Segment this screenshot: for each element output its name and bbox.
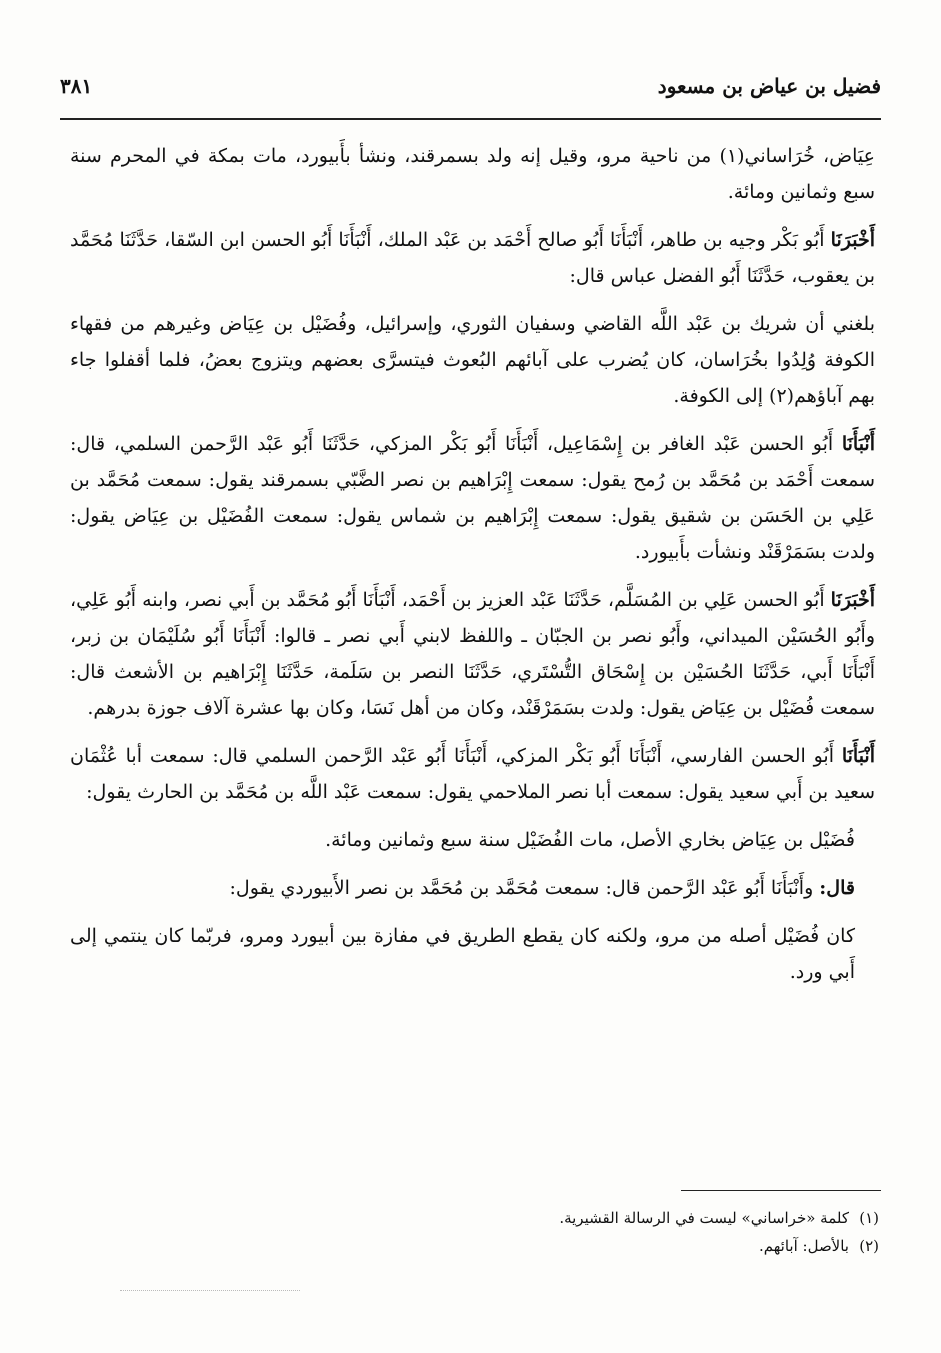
paragraph-text: بلغني أن شريك بن عَبْد اللَّه القاضي وسفيان الثوري، وإسرائيل، وفُضَيْل بن عِيَاض وغيرهم من فقهاء الكوفة وُلِدُوا بخُرَاسان، كان يُضرب على آبائهم البُعوث فيتسرَّى بعضهم ويتزوج بعضُ، فلما أقفلوا جاء بهم آباؤهم(٢) إلى الكوفة.	[70, 313, 875, 407]
footnote	[300, 1232, 879, 1260]
paragraph-text: أَبُو الحسن عَبْد الغافر بن إِسْمَاعِيل، أَنْبَأَنَا أَبُو بَكْر المزكي، حَدَّثَنَا أَبُو عَبْد الرَّحمن السلمي، قال: سمعت أَحْمَد بن مُحَمَّد بن رُمح يقول: سمعت إِبْرَاهيم بن نصر الضَّبّي بسمرقند يقول: سمعت مُحَمَّد بن عَلِي بن الحَسَن بن شقيق يقول: سمعت إِبْرَاهيم بن شماس يقول: سمعت الفُضَيْل بن عِيَاض يقول: ولدت بسَمَرْقَنْد ونشأت بأَبيورد.	[70, 433, 875, 563]
paragraph-lead: أَنْبَأَنَا	[841, 745, 875, 767]
paragraph-lead: أَخْبَرَنَا	[830, 589, 875, 611]
running-title: فضيل بن عياض بن مسعود	[657, 74, 881, 98]
scan-artifact	[120, 1290, 300, 1291]
paragraph-text: كان فُضَيْل أصله من مرو، ولكنه كان يقطع الطريق في مفازة بين أبيورد ومرو، فربّما كان ينتمي إلى أَبي ورد.	[70, 925, 855, 983]
paragraph-text: وأَنْبَأَنَا أَبُو عَبْد الرَّحمن قال: سمعت مُحَمَّد بن مُحَمَّد بن نصر الأَبيوردي يقول:	[229, 877, 820, 899]
paragraph	[70, 582, 875, 726]
paragraph	[70, 738, 875, 810]
paragraph	[70, 426, 875, 570]
paragraph	[70, 822, 875, 858]
paragraph	[70, 918, 875, 990]
paragraph	[70, 306, 875, 414]
paragraph-lead: أَنْبَأَنَا	[841, 433, 875, 455]
paragraph	[70, 138, 875, 210]
paragraph-text: فُضَيْل بن عِيَاض بخاري الأصل، مات الفُضَيْل سنة سبع وثمانين ومائة.	[325, 829, 855, 851]
paragraph	[70, 870, 875, 906]
footnote-text: بالأصل: آبائهم.	[759, 1237, 849, 1255]
page-number: ٣٨١	[60, 74, 93, 98]
paragraph-text: أَبُو الحسن الفارسي، أَنْبَأَنَا أَبُو بَكْر المزكي، أَنْبَأَنَا أَبُو عَبْد الرَّحمن السلمي قال: سمعت أبا عُثْمَان سعيد بن أَبي سعيد يقول: سمعت أبا نصر الملاحمي يقول: سمعت عَبْد اللَّه بن مُحَمَّد بن الحارث يقول:	[70, 745, 875, 803]
paragraph-text: عِيَاض، خُرَاساني(١) من ناحية مرو، وقيل إنه ولد بسمرقند، ونشأ بأَبيورد، مات بمكة في المحرم سنة سبع وثمانين ومائة.	[70, 145, 875, 203]
header-divider	[60, 118, 881, 120]
paragraph-lead: قال:	[819, 877, 855, 899]
paragraph-text: أَبُو بَكْر وجيه بن طاهر، أَنْبَأَنَا أَبُو صالح أَحْمَد بن عَبْد الملك، أَنْبَأَنَا أَبُو الحسن ابن السّقا، حَدَّثَنَا مُحَمَّد بن يعقوب، حَدَّثَنَا أَبُو الفضل عباس قال:	[70, 229, 875, 287]
paragraph-lead: أَخْبَرَنَا	[830, 229, 875, 251]
footnote	[300, 1204, 879, 1232]
footnote-number: (٢)	[859, 1237, 879, 1255]
page-header	[60, 74, 881, 110]
paragraph-text: أَبُو الحسن عَلِي بن المُسَلَّم، حَدَّثَنَا عَبْد العزيز بن أَحْمَد، أَنْبَأَنَا أَبُو مُحَمَّد بن أَبي نصر، وابنه أَبُو عَلِي، وأَبُو الحُسَيْن الميداني، وأَبُو نصر بن الجبّان ـ واللفظ لابني أَبي نصر ـ قالوا: أَنْبَأَنَا أَبُو سُلَيْمَان بن زبر، أَنْبَأَنَا أَبي، حَدَّثَنَا الحُسَيْن بن إِسْحَاق التُّسْتَري، حَدَّثَنَا النصر بن سَلَمة، حَدَّثَنَا إِبْرَاهيم بن الأشعث قال: سمعت فُضَيْل بن عِيَاض يقول: ولدت بسَمَرْقَنْد، وكان من أهل نَسَا، وكان بها عشرة آلاف جوزة بدرهم.	[70, 589, 875, 719]
main-text	[70, 138, 875, 1002]
footnote-text: كلمة «خراساني» ليست في الرسالة القشيرية.	[559, 1209, 849, 1227]
footnote-number: (١)	[859, 1209, 879, 1227]
footnote-divider	[681, 1190, 881, 1191]
paragraph	[70, 222, 875, 294]
footnotes	[300, 1204, 879, 1260]
